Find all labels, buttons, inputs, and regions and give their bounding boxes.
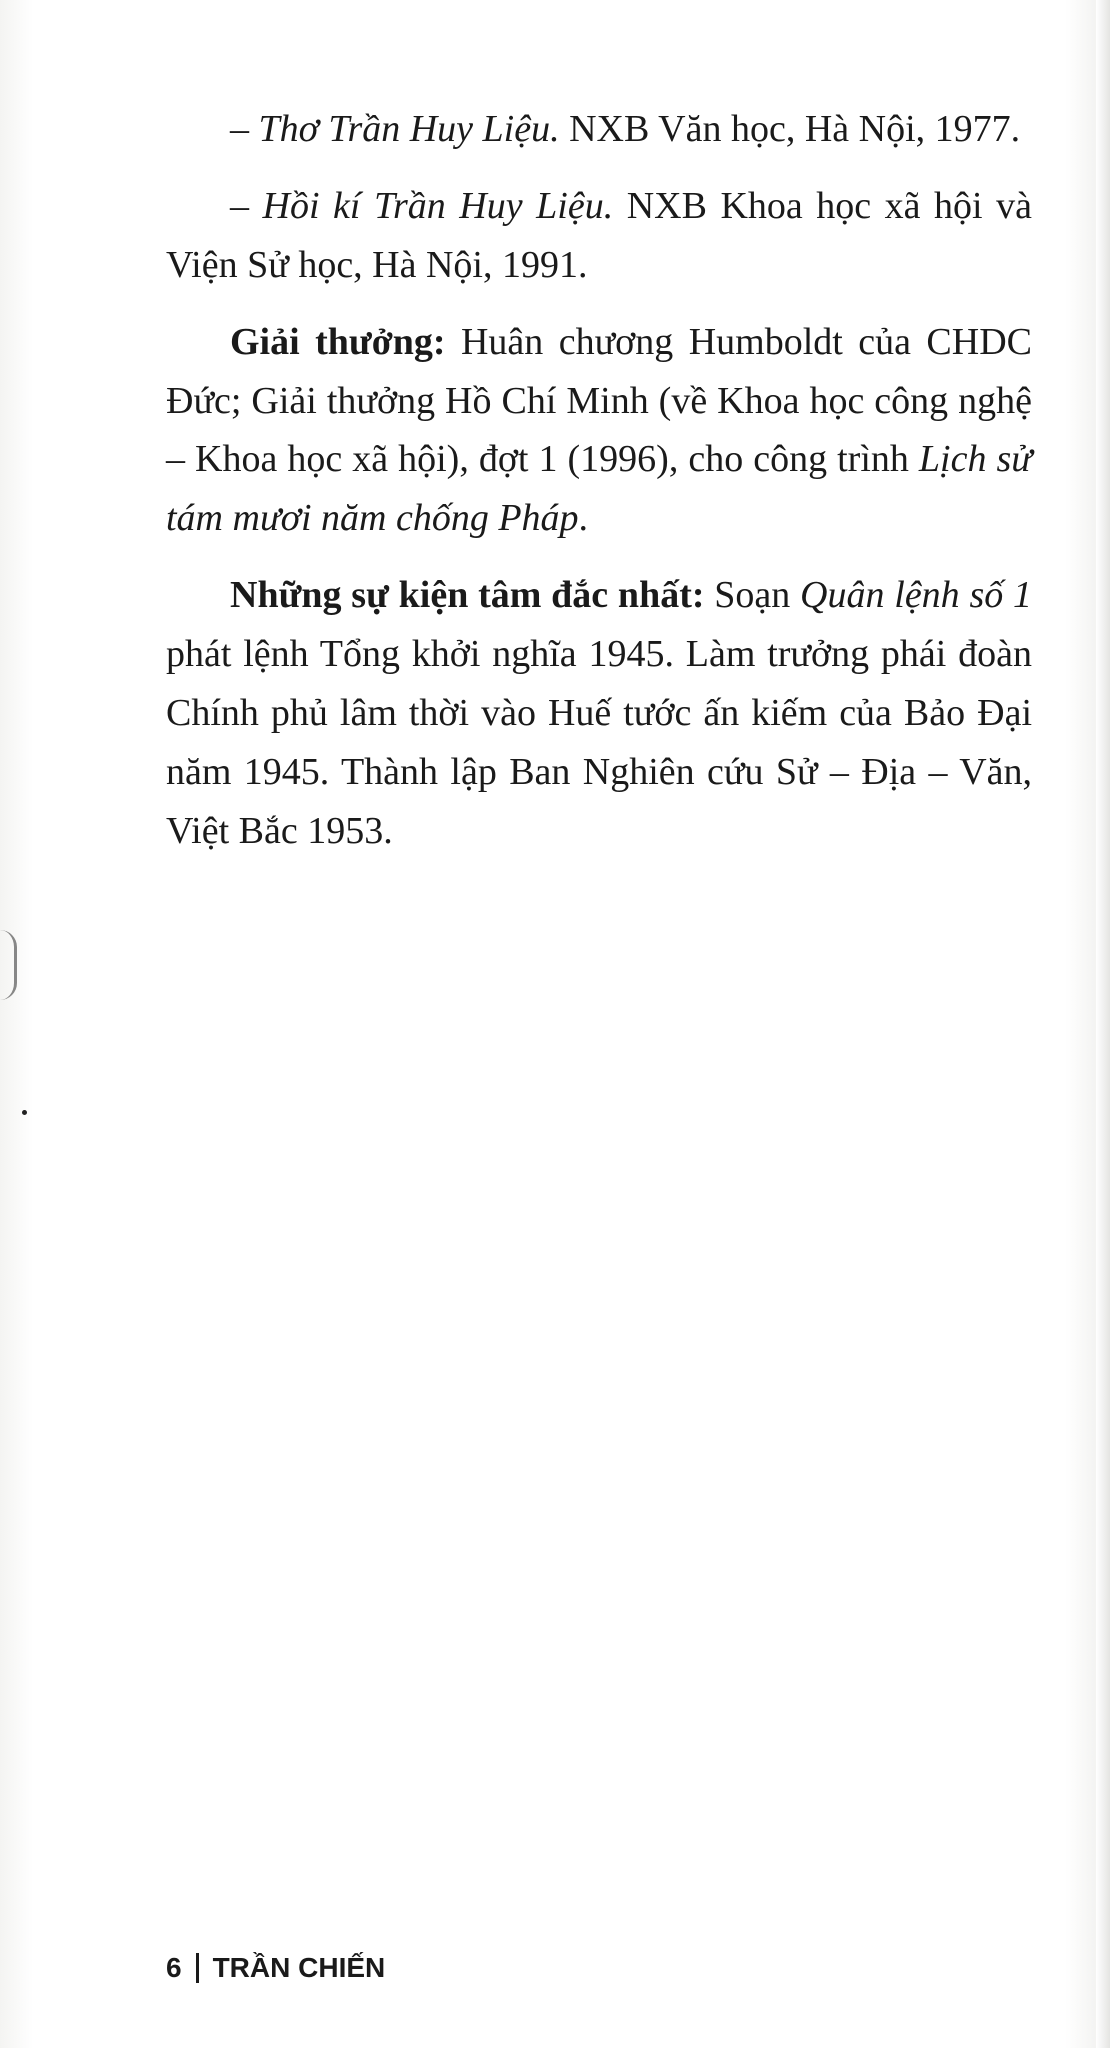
awards-label: Giải thưởng: (230, 320, 446, 363)
order-title: Quân lệnh số 1 (800, 574, 1032, 617)
dash: – (230, 184, 263, 227)
work-item-2 (166, 177, 1032, 295)
dash: – (230, 108, 259, 150)
page-content (166, 100, 1032, 879)
page-edge-shadow (1096, 0, 1110, 2048)
events-paragraph (166, 566, 1032, 860)
events-text-2: phát lệnh Tổng khởi nghĩa 1945. Làm trưởng phái đoàn Chính phủ lâm thời vào Huế tước ấn kiếm của Bảo Đại năm 1945. Thành lập Ban Nghiên cứu Sử – Địa – Văn, Việt Bắc 1953. (166, 633, 1032, 852)
period: . (578, 497, 589, 540)
awards-text: Huân chương Humboldt của CHDC Đức; Giải thưởng Hồ Chí Minh (về Khoa học công nghệ – Khoa học xã hội), đợt 1 (1996), cho công trình (166, 320, 1032, 481)
work-item-1 (166, 100, 1032, 159)
work-details: NXB Văn học, Hà Nội, 1977. (559, 108, 1021, 150)
footer-divider (196, 1953, 199, 1983)
left-edge-mark (0, 930, 17, 1000)
work-details: NXB Khoa học xã hội và Viện Sử học, Hà Nội, 1991. (166, 184, 1032, 286)
work-title: Hồi kí Trần Huy Liệu. (262, 184, 614, 227)
events-label: Những sự kiện tâm đắc nhất: (230, 574, 705, 617)
page-number: 6 (166, 1952, 182, 1983)
left-edge-dot (22, 1110, 27, 1115)
page-footer (166, 1952, 385, 1984)
work-title: Thơ Trần Huy Liệu. (258, 108, 560, 150)
running-author: TRẦN CHIẾN (212, 1952, 386, 1983)
awarded-work-title: Lịch sử tám mươi năm chống Pháp (166, 438, 1032, 540)
awards-paragraph (166, 313, 1032, 549)
events-text-1: Soạn (704, 574, 801, 617)
